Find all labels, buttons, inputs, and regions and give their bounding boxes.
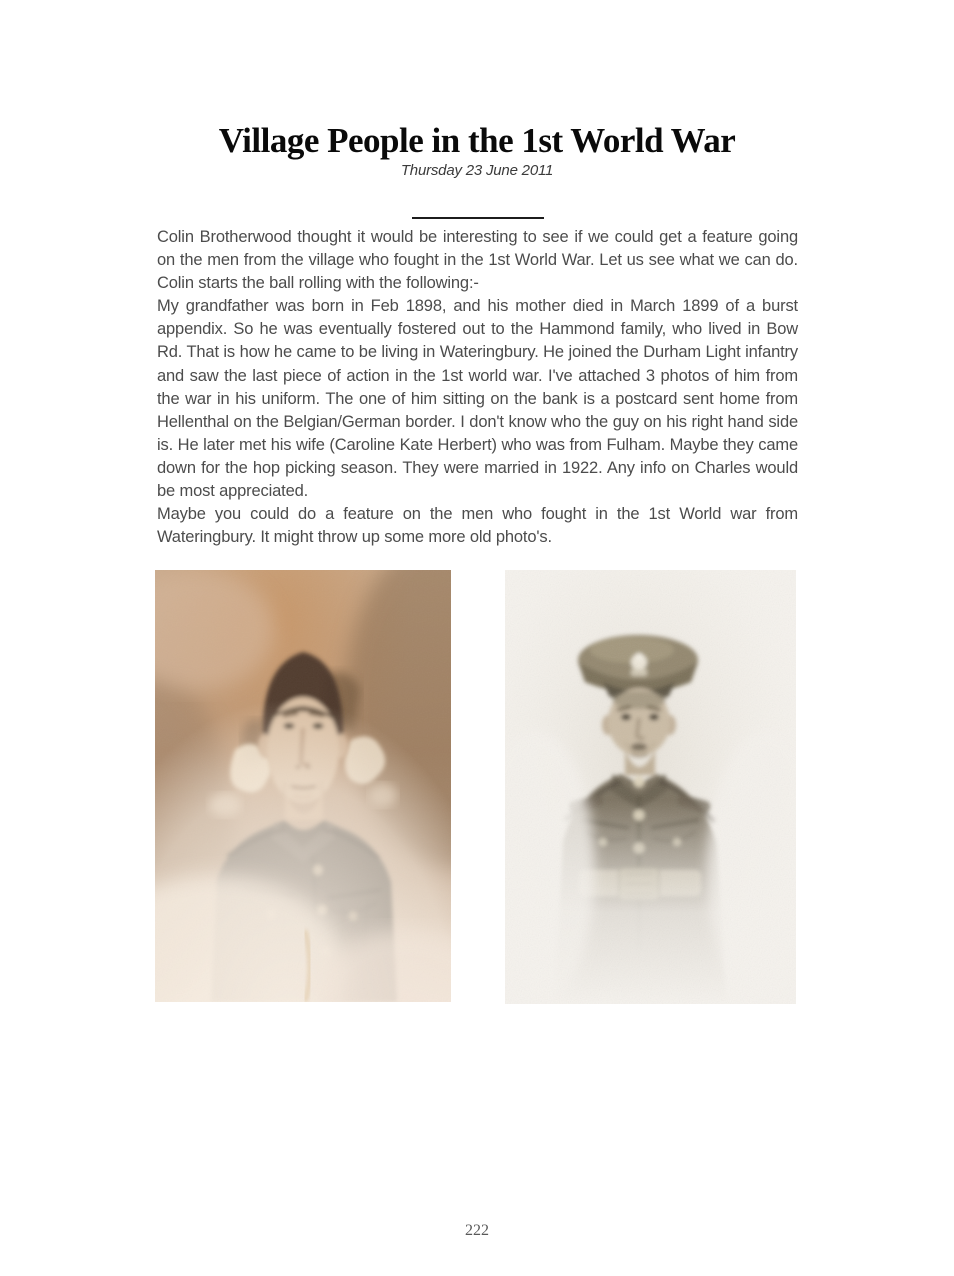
page-title: Village People in the 1st World War [218, 121, 736, 160]
date-line: Thursday 23 June 2011 [400, 162, 554, 179]
sepia-portrait-image [155, 570, 451, 1002]
article-body [157, 226, 798, 549]
faded-portrait-image [505, 570, 796, 1004]
paragraph-story: My grandfather was born in Feb 1898, and his mother died in March 1899 of a burst appendix. So he was eventually fostered out to the Hammond family, who lived in Bow Rd. That is how he came to be living in Wateringbury. He joined the Durham Light infantry and saw the last piece of action in the 1st world war. I've attached 3 photos of him from the war in his uniform. The one of him sitting on the bank is a postcard sent home from Hellenthal on the Belgian/German border. I don't know who the guy on his right hand side is. He later met his wife (Caroline Kate Herbert) who was from Fulham. Maybe they came down for the hop picking season. They were married in 1922. Any info on Charles would be most appreciated. [157, 297, 798, 501]
title-divider [412, 217, 544, 219]
page-number: 222 [465, 1222, 489, 1239]
photo-soldier-sepia [155, 570, 451, 1002]
paragraph-closing: Maybe you could do a feature on the men who fought in the 1st World war from Wateringbury. It might throw up some more old photo's. [157, 505, 798, 547]
photo-soldier-cap [505, 570, 796, 1004]
paragraph-intro: Colin Brotherwood thought it would be interesting to see if we could get a feature going on the men from the village who fought in the 1st World War. Let us see what we can do. Colin starts the ball rolling with the following:- [157, 228, 798, 293]
